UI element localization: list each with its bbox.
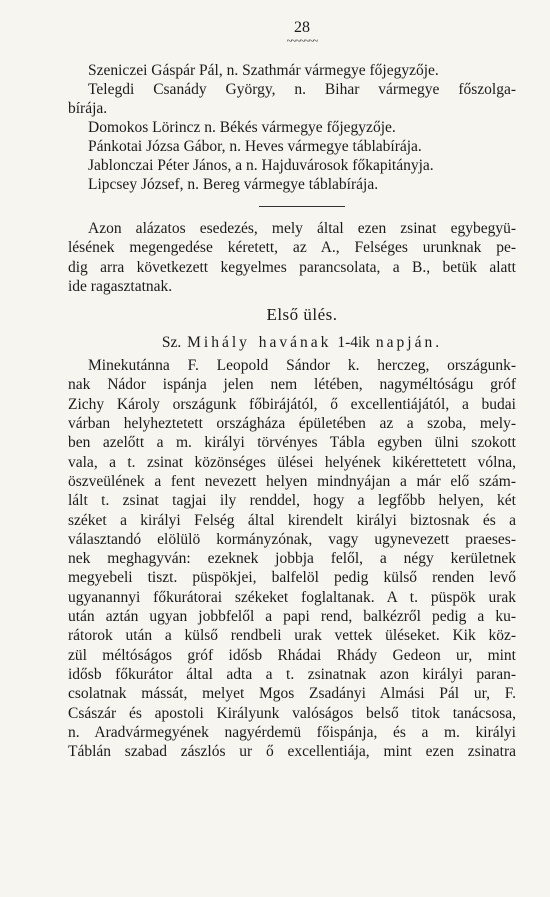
- session-date: [88, 333, 516, 353]
- official-entry: [68, 80, 516, 118]
- body-line: megyebeli tiszt. püspökjei, balfelöl pedig külső renden levő: [68, 569, 516, 587]
- intro-paragraph: [68, 219, 516, 296]
- body-line: Császár és apostoli Királyunk valóságos belső titok tanácsosa,: [68, 704, 516, 722]
- official-line: bírája.: [68, 100, 108, 117]
- body-line: zül méltóságos gróf idősb Rhádai Rhády Gedeon ur, mint: [68, 646, 516, 664]
- body-line: lált t. zsinat tagjai ily renddel, hogy a legfőbb helyen, két: [68, 492, 516, 510]
- official-entry: [88, 61, 516, 80]
- official-entry: [88, 137, 516, 156]
- body-line: rátorok után a külső rendbeli urak vettek üléseket. Kik köz-: [68, 627, 516, 645]
- body-line: várban helyheztetett országháza épületében az a szoba, mely-: [68, 415, 516, 433]
- paragraph-line: ide ragasztatnak.: [68, 277, 173, 295]
- body-line: ben azelőtt a m. királyi törvényes Tábla egyben ülni szokott: [68, 434, 516, 452]
- body-line: után aztán ugyan jobbfelől a papi rend, balkézről pedig a ku-: [68, 608, 516, 626]
- page-number: 28: [294, 19, 310, 36]
- session-date-day: 1-4ik: [337, 334, 371, 352]
- official-line: Lipcsey József, n. Bereg vármegye táblabírája.: [88, 176, 379, 193]
- session-date-prefix: Sz.: [161, 334, 182, 352]
- body-line: választandó elölülö kormányzónak, vagy ugynevezett praeses-: [68, 530, 516, 548]
- document-page: [68, 18, 516, 761]
- body-line: csolatnak mássát, melyet Mgos Zsadányi Almási Pál ur, F.: [68, 685, 516, 703]
- official-entry: [88, 156, 516, 175]
- official-entry: [88, 118, 516, 137]
- paragraph-line: dig arra következett kegyelmes parancsolata, a B., betük alatt: [68, 258, 516, 276]
- body-line: Minekutánna F. Leopold Sándor k. herczeg, országunk-: [88, 357, 516, 375]
- official-line: Jablonczai Péter János, a n. Hajduvárosok főkapitányja.: [88, 157, 434, 174]
- body-line: széket a királyi Felség által kirendelt királyi biztosnak és a: [68, 511, 516, 529]
- body-line: Zichy Károly országunk főbirájától, ő excellentiájától, a budai: [68, 395, 516, 413]
- page-number-ornament: ~~~~~~~: [286, 36, 318, 47]
- paragraph-line: Azon alázatos esedezés, mely által ezen zsinat egybegyü-: [88, 220, 516, 237]
- session-date-month: Mihály havának: [187, 334, 332, 352]
- body-line: n. Aradvármegyének nagyérdemü főispánja, és a m. királyi: [68, 723, 516, 741]
- officials-list: [68, 61, 516, 194]
- paragraph-line: lésének megengedése kéretett, az A., Felséges urunknak pe-: [68, 239, 516, 257]
- session-date-suffix: napján.: [375, 334, 443, 352]
- body-line: vala, a t. zsinat közönséges ülései helyének kikérettetett vólna,: [68, 453, 516, 471]
- session-title: Első ülés.: [266, 305, 338, 325]
- section-divider: [259, 206, 345, 207]
- official-line: Domokos Lörincz n. Békés vármegye főjegyzője.: [88, 119, 396, 136]
- official-line: Telegdi Csanády György, n. Bihar vármegye főszolga-: [88, 81, 516, 98]
- body-line: idősb főkurátor által adta a t. zsinatnak azon királyi paran-: [68, 665, 516, 683]
- body-line: nak Nádor ispánja jelen nem létében, nagyméltóságu gróf: [68, 376, 516, 394]
- official-line: Pánkotai Józsa Gábor, n. Heves vármegye táblabírája.: [88, 138, 422, 155]
- body-line: öszveülének a fent nevezett helyen mindnyájan a már elő szám-: [68, 472, 516, 490]
- session-body: [68, 356, 516, 761]
- body-line: nek meghagyván: ezeknek jobbja felől, a négy kerületnek: [68, 550, 516, 568]
- official-entry: [88, 175, 516, 194]
- body-line: Táblán szabad zászlós ur ő excellentiája, mint ezen zsinatra: [68, 743, 516, 761]
- body-line: ugyanannyi főkurátorai székeket foglaltanak. A t. püspök urak: [68, 588, 516, 606]
- official-line: Szeniczei Gáspár Pál, n. Szathmár vármegye főjegyzője.: [88, 62, 439, 79]
